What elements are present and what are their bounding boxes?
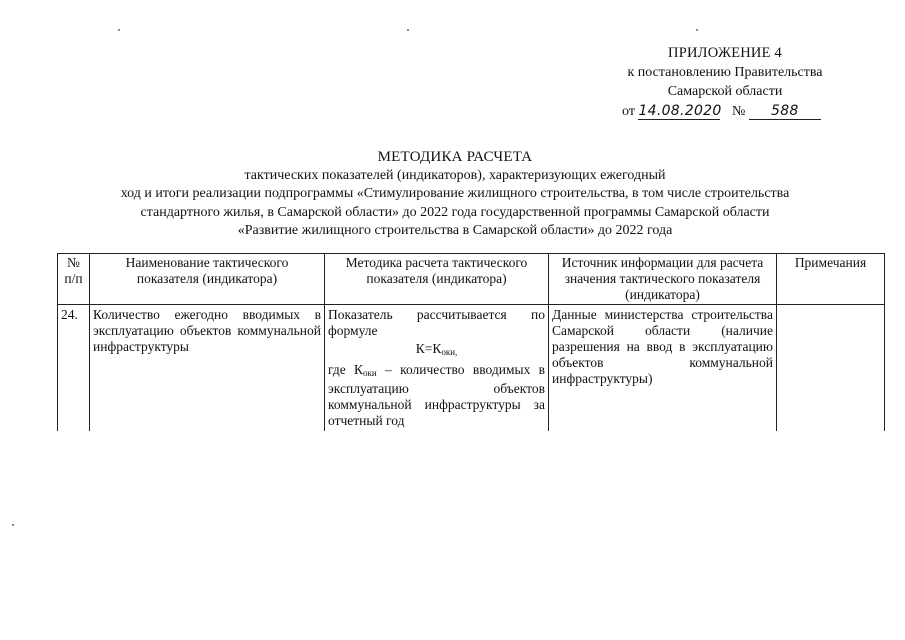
from-label: от — [622, 104, 635, 119]
scan-speck — [118, 29, 120, 31]
document-title: МЕТОДИКА РАСЧЕТА — [377, 149, 533, 165]
where-prefix: где К — [328, 362, 364, 377]
scan-speck — [407, 29, 409, 31]
method-where — [328, 362, 545, 429]
appendix-title: ПРИЛОЖЕНИЕ 4 — [668, 45, 782, 61]
where-text: – количество вводимых в эксплуатацию объектов коммунальной инфраструктуры за отчетный год — [328, 362, 546, 428]
header-num: № п/п — [58, 254, 90, 305]
row-name: Количество ежегодно вводимых в эксплуатацию объектов коммунальной инфраструктуры — [90, 305, 325, 432]
formula-subscript: оки, — [441, 347, 458, 357]
method-intro: Показатель рассчитывается по формуле — [328, 307, 545, 338]
row-num: 24. — [58, 305, 90, 432]
header-name: Наименование тактического показателя (индикатора) — [90, 254, 325, 305]
handwritten-date: 14.08.2020 — [638, 103, 722, 119]
header-notes: Примечания — [777, 254, 885, 305]
number-label: № — [731, 104, 746, 119]
scan-speck — [696, 29, 698, 31]
row-method — [325, 305, 549, 432]
scan-speck — [12, 524, 14, 526]
formula-text: К=К — [415, 341, 442, 356]
header-method: Методика расчета тактического показателя (индикатора) — [325, 254, 549, 305]
table-row — [58, 305, 885, 432]
title-line-2: ход и итоги реализации подпрограммы «Стимулирование жилищного строительства, в том числе строительства — [120, 186, 790, 201]
table-header-row — [58, 254, 885, 305]
appendix-header — [600, 44, 850, 121]
header-source: Источник информации для расчета значения тактического показателя (индикатора) — [549, 254, 777, 305]
method-formula — [328, 341, 545, 360]
where-subscript: оки — [363, 368, 377, 378]
title-line-3: стандартного жилья, в Самарской области» до 2022 года государственной программы Самарской области — [140, 204, 770, 220]
appendix-line-1: к постановлению Правительства — [627, 65, 823, 80]
document-title-block — [40, 148, 870, 241]
appendix-signature-line — [600, 102, 850, 121]
title-line-1: тактических показателей (индикаторов), характеризующих ежегодный — [244, 167, 666, 183]
appendix-line-2: Самарской области — [667, 84, 783, 99]
row-source: Данные министерства строительства Самарской области (наличие разрешения на ввод в эксплуатацию объектов коммунальной инфраструктуры) — [549, 305, 777, 432]
title-line-4: «Развитие жилищного строительства в Самарской области» до 2022 года — [237, 223, 673, 238]
handwritten-number: 588 — [749, 104, 821, 120]
indicators-table — [57, 253, 885, 431]
row-note — [777, 305, 885, 432]
